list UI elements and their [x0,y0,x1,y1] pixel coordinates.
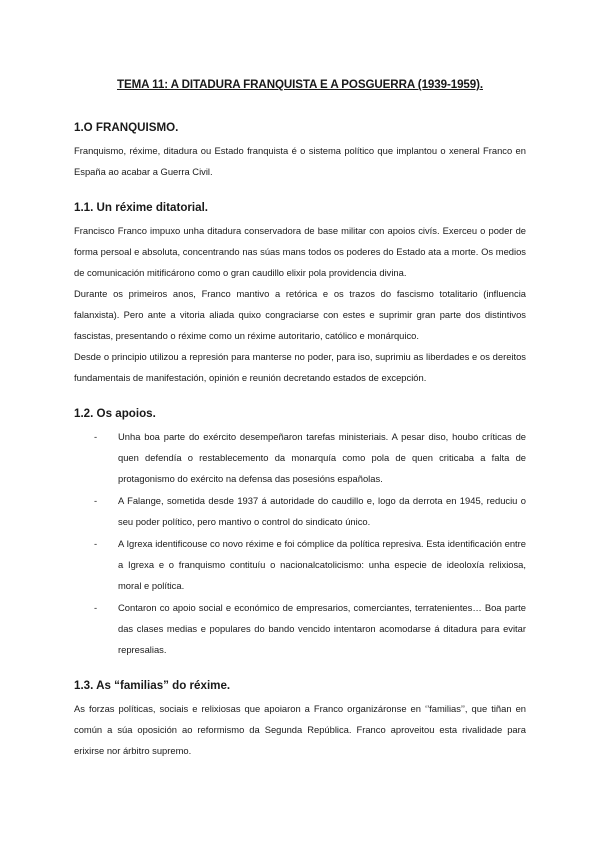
list-item-text: Unha boa parte do exército desempeñaron tarefas ministeriais. A pesar diso, houbo críticas de quen defendía o restablecemento da monarquía como pola de quen criticaba a falta de protagonismo do exército na defensa das posesións españolas. [118,431,526,484]
paragraph: Desde o principio utilizou a represión para manterse no poder, para iso, suprimiu as liberdades e os dereitos fundamentais de manifestación, opinión e reunión decretando estados de excepción. [74,351,526,383]
list-item [94,490,526,532]
paragraph: Durante os primeiros anos, Franco mantivo a retórica e os trazos do fascismo totalitario (influencia falanxista). Pero ante a vitoria aliada quixo congraciarse con estes e suprimir gran parte dos distintivos fascistas, presentando o réxime como un réxime autoritario, católico e monárquico. [74,288,526,341]
section-familias [74,679,526,761]
list-item [94,597,526,660]
section-heading: 1.3. As “familias” do réxime. [74,679,231,692]
paragraph: Francisco Franco impuxo unha ditadura conservadora de base militar con apoios civís. Exerceu o poder de forma persoal e absoluta, concentrando nas súas mans todos os poderes do Estado ata a morte. Os medios de comunicación mitificárono como o gran caudillo elixir pola providencia divina. [74,225,526,278]
bullet-dash: - [94,431,98,442]
list-item [94,533,526,596]
list-item-text: A Falange, sometida desde 1937 á autoridade do caudillo e, logo da derrota en 1945, reduciu o seu poder político, pero mantivo o control do sindicato único. [118,495,526,527]
section-rexime-ditatorial [74,201,526,388]
paragraph: Franquismo, réxime, ditadura ou Estado franquista é o sistema político que implantou o xeneral Franco en España ao acabar a Guerra Civil. [74,145,526,177]
section-heading: 1.2. Os apoios. [74,407,156,420]
list-item [94,426,526,489]
list-item-text: Contaron co apoio social e económico de empresarios, comerciantes, terratenientes… Boa parte das clases medias e populares do bando vencido intentaron acomodarse á ditadura para evitar represalias. [118,602,526,655]
bullet-dash: - [94,495,98,506]
section-franquismo [74,121,526,182]
bullet-list [74,426,526,660]
document-title: TEMA 11: A DITADURA FRANQUISTA E A POSGUERRA (1939-1959). [117,78,483,91]
section-heading: 1.1. Un réxime ditatorial. [74,201,209,214]
list-item-text: A Igrexa identificouse co novo réxime e foi cómplice da política represiva. Esta identificación entre a Igrexa e o franquismo contituíu o nacionalcatolicismo: unha especie de ideoloxía relixiosa, moral e política. [118,538,526,591]
section-apoios [74,407,526,660]
bullet-dash: - [94,602,98,613]
section-heading: 1.O FRANQUISMO. [74,121,179,134]
paragraph: As forzas políticas, sociais e relixiosas que apoiaron a Franco organizáronse en ‘’familias’’, que tiñan en común a súa oposición ao reformismo da Segunda República. Franco aproveitou esta rivalidade para erixirse nor árbitro supremo. [74,703,526,756]
bullet-dash: - [94,538,98,549]
